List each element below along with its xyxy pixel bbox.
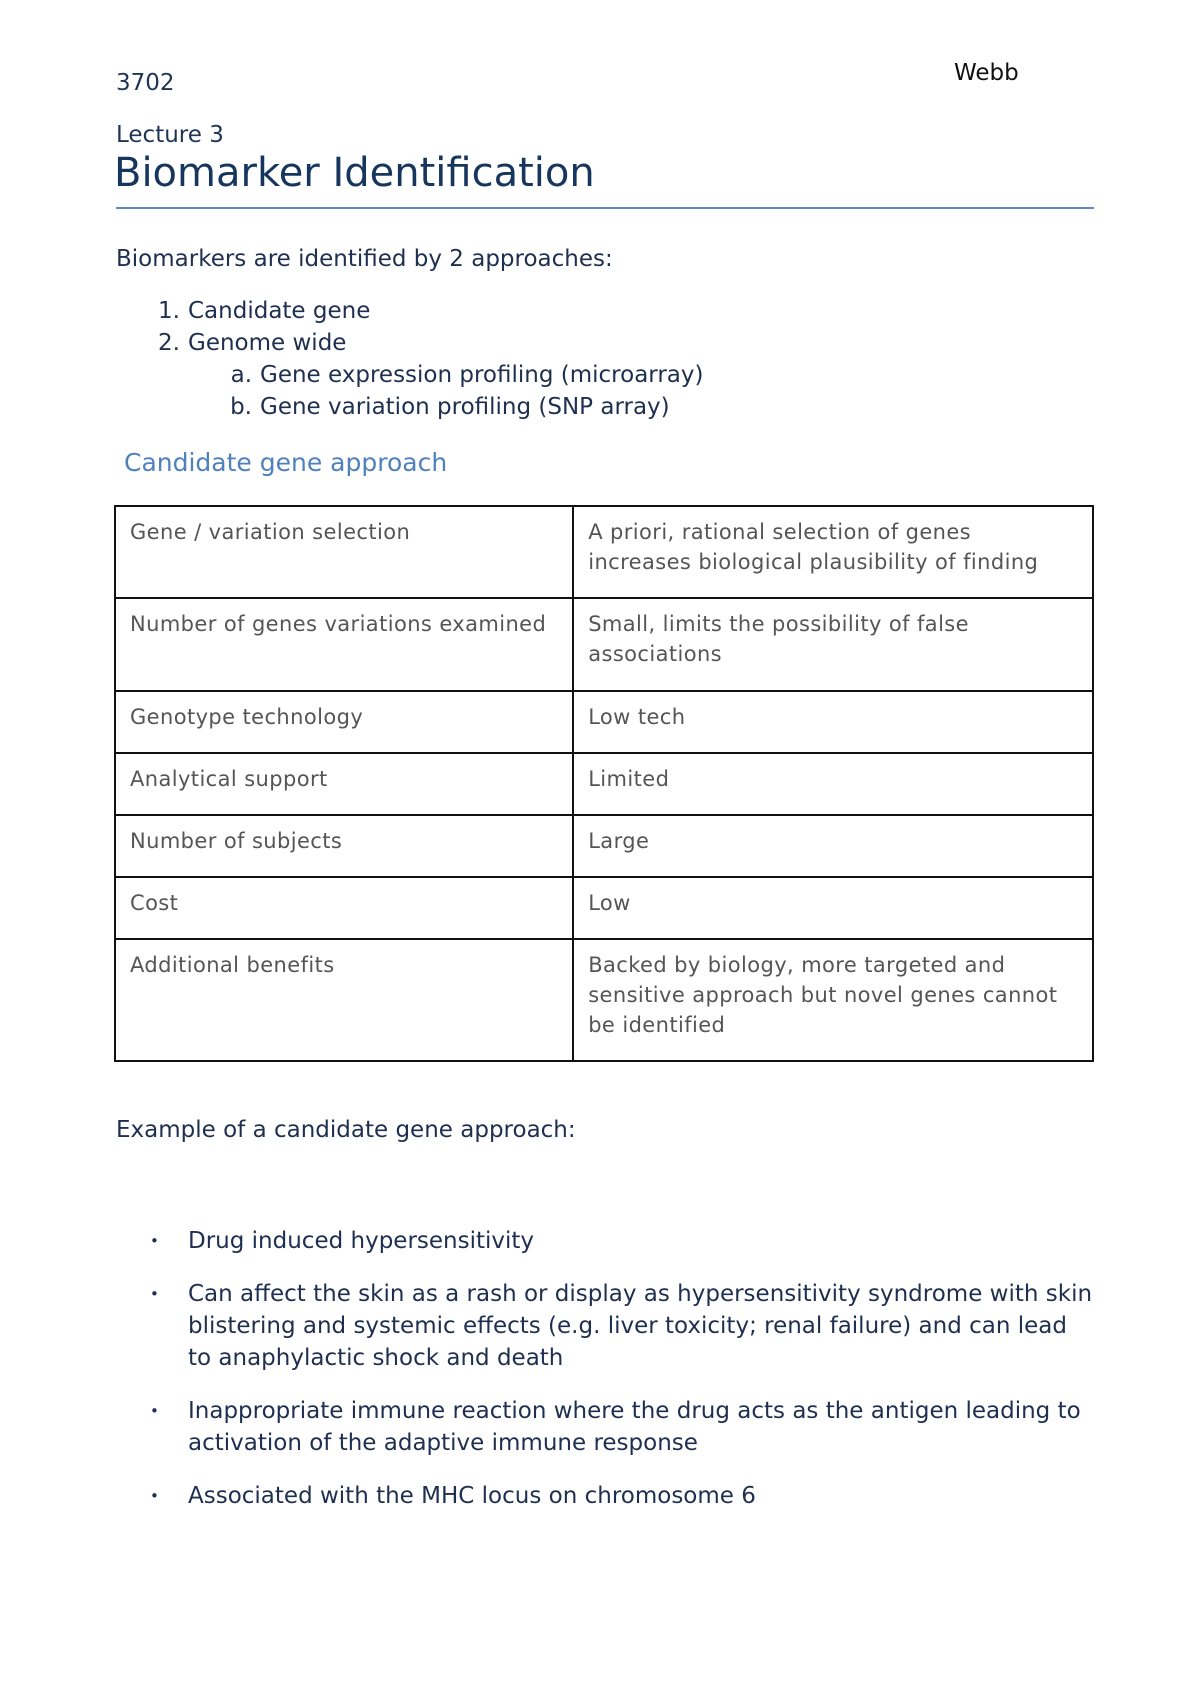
criterion-cell: Number of subjects <box>115 815 573 877</box>
table-row <box>115 753 1093 815</box>
list-marker: 1. <box>158 298 180 324</box>
bullet-text: Drug induced hypersensitivity <box>188 1228 535 1254</box>
intro-text: Biomarkers are identified by 2 approaches: <box>116 246 613 272</box>
criterion-cell: Analytical support <box>115 753 573 815</box>
value-cell: A priori, rational selection of genes increases biological plausibility of finding <box>573 506 1093 598</box>
section-heading-candidate-gene: Candidate gene approach <box>124 448 448 477</box>
list-item <box>116 1278 1096 1374</box>
value-cell: Low <box>573 877 1093 939</box>
list-marker: a. <box>230 362 252 388</box>
candidate-gene-table <box>114 505 1094 1062</box>
table-row <box>115 877 1093 939</box>
list-text: Candidate gene <box>188 298 371 324</box>
criterion-cell: Gene / variation selection <box>115 506 573 598</box>
bullet-icon: • <box>150 1285 159 1303</box>
example-bullet-list <box>116 1225 1096 1533</box>
list-marker: 2. <box>158 330 180 356</box>
bullet-icon: • <box>150 1487 159 1505</box>
table-row <box>115 939 1093 1061</box>
table-row <box>115 598 1093 691</box>
bullet-text: Associated with the MHC locus on chromosome 6 <box>188 1483 756 1509</box>
course-code: 3702 <box>116 70 175 96</box>
list-text: Gene variation profiling (SNP array) <box>260 394 670 420</box>
example-heading: Example of a candidate gene approach: <box>116 1117 576 1143</box>
list-item <box>116 1395 1096 1459</box>
page-title: Biomarker Identification <box>114 150 595 196</box>
value-cell: Limited <box>573 753 1093 815</box>
bullet-text: Inappropriate immune reaction where the drug acts as the antigen leading to activation of the adaptive immune response <box>188 1398 1081 1456</box>
author-name: Webb <box>954 60 1019 86</box>
value-cell: Large <box>573 815 1093 877</box>
bullet-text: Can affect the skin as a rash or display as hypersensitivity syndrome with skin blistering and systemic effects (e.g. liver toxicity; renal failure) and can lead to anaphylactic shock and death <box>188 1281 1093 1371</box>
list-text: Genome wide <box>188 330 347 356</box>
criterion-cell: Genotype technology <box>115 691 573 753</box>
value-cell: Low tech <box>573 691 1093 753</box>
bullet-icon: • <box>150 1232 159 1250</box>
list-marker: b. <box>230 394 252 420</box>
list-item <box>116 1480 1096 1512</box>
criterion-cell: Cost <box>115 877 573 939</box>
title-divider <box>116 207 1094 209</box>
criterion-cell: Additional benefits <box>115 939 573 1061</box>
value-cell: Small, limits the possibility of false associations <box>573 598 1093 691</box>
table-row <box>115 815 1093 877</box>
list-item <box>116 1225 1096 1257</box>
value-cell: Backed by biology, more targeted and sensitive approach but novel genes cannot be identified <box>573 939 1093 1061</box>
table-row <box>115 691 1093 753</box>
list-text: Gene expression profiling (microarray) <box>260 362 704 388</box>
lecture-label: Lecture 3 <box>116 122 224 148</box>
criterion-cell: Number of genes variations examined <box>115 598 573 691</box>
bullet-icon: • <box>150 1402 159 1420</box>
table-row <box>115 506 1093 598</box>
